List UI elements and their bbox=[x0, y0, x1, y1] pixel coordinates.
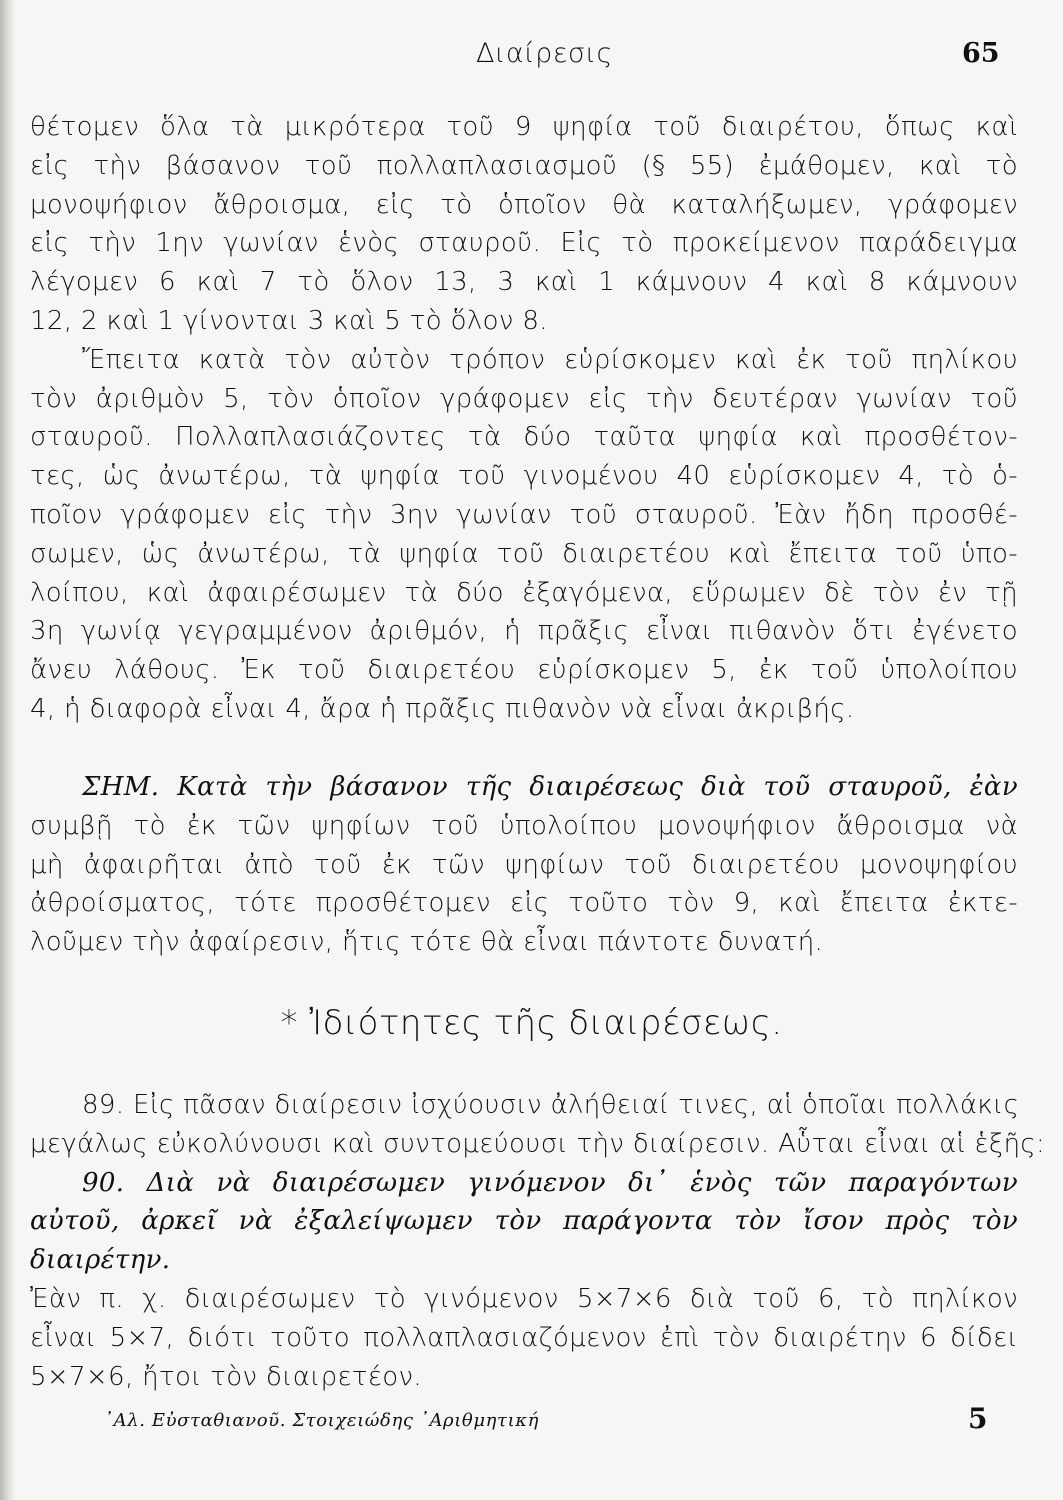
text-line: μεγάλως εὐκολύνουσι καὶ συντομεύουσι τὴν διαίρεσιν. Αὗται εἶναι αἱ ἑξῆς: bbox=[30, 1128, 1046, 1159]
remark-note bbox=[30, 768, 1018, 962]
text-line: σωμεν, ὡς ἀνωτέρω, τὰ ψηφία τοῦ διαιρετέου καὶ ἔπειτα τοῦ ὑπο- bbox=[30, 538, 1018, 569]
running-head: Διαίρεσις bbox=[476, 38, 613, 69]
text-line: λέγομεν 6 καὶ 7 τὸ ὅλον 13, 3 καὶ 1 κάμνουν 4 καὶ 8 κάμνουν bbox=[30, 267, 1018, 298]
paragraph-test-by-cross bbox=[30, 108, 1018, 729]
text-line: εἶναι 5×7, διότι τοῦτο πολλαπλασιαζόμενον ἐπὶ τὸν διαιρέτην 6 δίδει bbox=[30, 1322, 1018, 1353]
signature-number: 5 bbox=[968, 1402, 988, 1435]
text-line: μονοψήφιον ἄθροισμα, εἰς τὸ ὁποῖον θὰ καταλήξωμεν, γράφομεν bbox=[30, 189, 1018, 220]
page-number: 65 bbox=[962, 38, 1000, 69]
text-line: 89. Εἰς πᾶσαν διαίρεσιν ἰσχύουσιν ἀλήθειαί τινες, αἱ ὁποῖαι πολλάκις bbox=[82, 1090, 1020, 1120]
page-header bbox=[0, 38, 1063, 78]
text-line: 5×7×6, ἤτοι τὸν διαιρετέον. bbox=[30, 1361, 423, 1392]
page-binding-shadow bbox=[0, 0, 16, 1500]
text-line: συμβῇ τὸ ἐκ τῶν ψηφίων τοῦ ὑπολοίπου μονοψήφιον ἄθροισμα νὰ bbox=[30, 810, 1018, 841]
text-line: λοῦμεν τὴν ἀφαίρεσιν, ἥτις τότε θὰ εἶναι πάντοτε δυνατή. bbox=[30, 927, 824, 958]
text-line: θέτομεν ὅλα τὰ μικρότερα τοῦ 9 ψηφία τοῦ διαιρέτου, ὅπως καὶ bbox=[30, 112, 1018, 142]
text-line: τες, ὡς ἀνωτέρω, τὰ ψηφία τοῦ γινομένου 40 εὑρίσκομεν 4, τὸ ὁ- bbox=[30, 461, 1018, 492]
text-line: Ἔπειτα κατὰ τὸν αὐτὸν τρόπον εὑρίσκομεν καὶ ἐκ τοῦ πηλίκου bbox=[82, 344, 1018, 375]
text-line: εἰς τὴν βάσανον τοῦ πολλαπλασιασμοῦ (§ 55) ἐμάθομεν, καὶ τὸ bbox=[30, 150, 1018, 181]
footer-book-title: ᾽Αλ. Εὐσταθιανοῦ. Στοιχειώδης ᾽Αριθμητική bbox=[104, 1410, 540, 1431]
text-line: Ἐὰν π. χ. διαιρέσωμεν τὸ γινόμενον 5×7×6 διὰ τοῦ 6, τὸ πηλίκον bbox=[30, 1283, 1018, 1314]
text-line: ποῖον γράφομεν εἰς τὴν 3ην γωνίαν τοῦ σταυροῦ. Ἐὰν ἤδη προσθέ- bbox=[30, 499, 1018, 530]
text-line: μὴ ἀφαιρῆται ἀπὸ τοῦ ἐκ τῶν ψηφίων τοῦ διαιρετέου μονοψηφίου bbox=[30, 849, 1018, 880]
text-line: τὸν ἀριθμὸν 5, τὸν ὁποῖον γράφομεν εἰς τὴν δευτέραν γωνίαν τοῦ bbox=[30, 383, 1018, 414]
page-footer bbox=[0, 1402, 1063, 1442]
text-line: διαιρέτην. bbox=[30, 1245, 171, 1276]
section-heading: * Ἰδιότητες τῆς διαιρέσεως. bbox=[280, 1003, 783, 1043]
text-line: 4, ἡ διαφορὰ εἶναι 4, ἄρα ἡ πρᾶξις πιθανὸν νὰ εἶναι ἀκριβής. bbox=[30, 693, 855, 724]
text-line: 12, 2 καὶ 1 γίνονται 3 καὶ 5 τὸ ὅλον 8. bbox=[30, 305, 548, 336]
text-line: ἀθροίσματος, τότε προσθέτομεν εἰς τοῦτο τὸν 9, καὶ ἔπειτα ἐκτε- bbox=[30, 888, 1018, 919]
text-line: ΣΗΜ. Κατὰ τὴν βάσανον τῆς διαιρέσεως διὰ τοῦ σταυροῦ, ἐὰν bbox=[82, 772, 1018, 802]
text-line: εἰς τὴν 1ην γωνίαν ἑνὸς σταυροῦ. Εἰς τὸ προκείμενον παράδειγμα bbox=[30, 228, 1018, 259]
text-line: λοίπου, καὶ ἀφαιρέσωμεν τὰ δύο ἐξαγόμενα, εὕρωμεν δὲ τὸν ἐν τῇ bbox=[30, 577, 1018, 608]
text-line: ἄνευ λάθους. Ἐκ τοῦ διαιρετέου εὑρίσκομεν 5, ἐκ τοῦ ὑπολοίπου bbox=[30, 655, 1018, 686]
text-line: 90. Διὰ νὰ διαιρέσωμεν γινόμενον δι᾽ ἑνὸς τῶν παραγόντων bbox=[82, 1167, 1018, 1198]
text-line: αὐτοῦ, ἀρκεῖ νὰ ἐξαλείψωμεν τὸν παράγοντα τὸν ἴσον πρὸς τὸν bbox=[30, 1206, 1018, 1237]
paragraph-properties-of-division bbox=[30, 1086, 1046, 1396]
text-line: σταυροῦ. Πολλαπλασιάζοντες τὰ δύο ταῦτα ψηφία καὶ προσθέτον- bbox=[30, 422, 1018, 453]
text-line: 3η γωνίᾳ γεγραμμένον ἀριθμόν, ἡ πρᾶξις εἶναι πιθανὸν ὅτι ἐγένετο bbox=[30, 616, 1018, 647]
